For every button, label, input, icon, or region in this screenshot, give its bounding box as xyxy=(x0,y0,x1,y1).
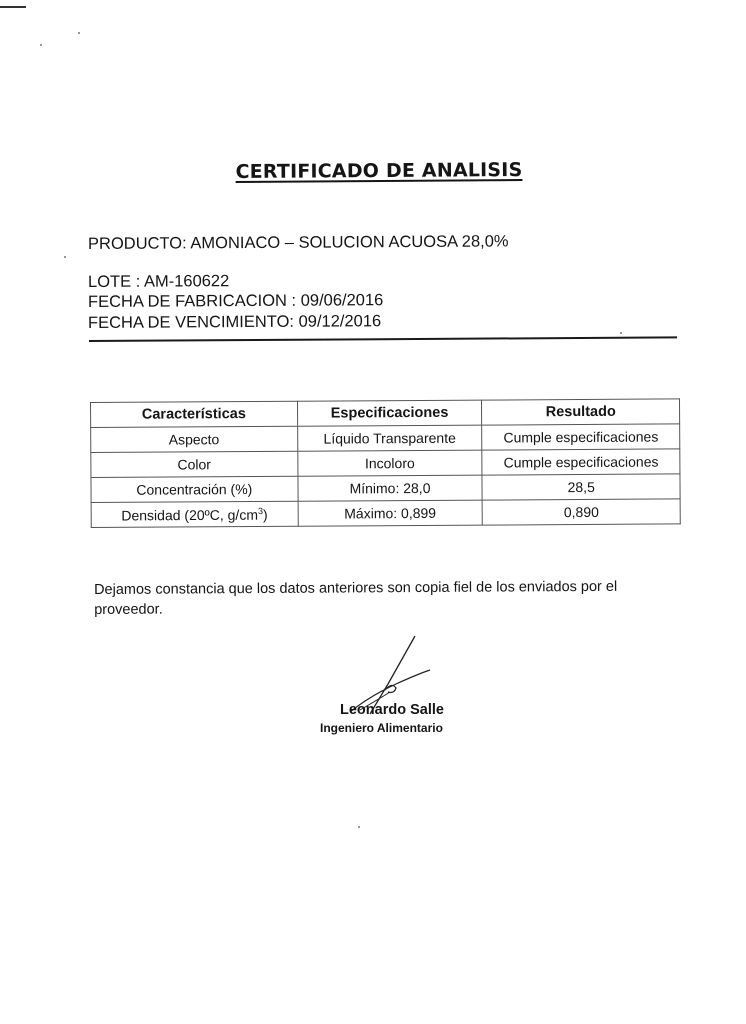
column-header-caracteristicas: Características xyxy=(91,401,298,427)
signer-title: Ingeniero Alimentario xyxy=(320,721,443,735)
scan-speck xyxy=(78,32,80,34)
table-row xyxy=(91,499,680,528)
signer-name: Leonardo Salle xyxy=(340,702,444,718)
cell-especificacion: Máximo: 0,899 xyxy=(298,500,483,526)
scan-speck xyxy=(40,44,42,46)
table-header-row xyxy=(91,399,680,428)
header-divider xyxy=(89,336,677,342)
cell-especificacion: Líquido Transparente xyxy=(297,425,482,451)
density-label-close: ) xyxy=(262,506,268,523)
expiry-date: FECHA DE VENCIMIENTO: 09/12/2016 xyxy=(87,312,382,332)
scan-speck xyxy=(64,256,66,258)
cell-resultado: 28,5 xyxy=(482,474,680,500)
cell-resultado: Cumple especificaciones xyxy=(482,449,680,475)
manufacture-date: FECHA DE FABRICACION : 09/06/2016 xyxy=(87,291,384,311)
cell-resultado: Cumple especificaciones xyxy=(482,424,680,450)
declaration-note: Dejamos constancia que los datos anteriores son copia fiel de los enviados por el proveedor. xyxy=(94,578,618,618)
lot-number: LOTE : AM-160622 xyxy=(87,272,230,291)
column-header-especificaciones: Especificaciones xyxy=(297,400,482,426)
density-label: Densidad (20ºC, g/cm xyxy=(121,506,259,524)
table-row xyxy=(91,424,680,453)
cell-caracteristica xyxy=(91,501,298,527)
cell-caracteristica: Color xyxy=(91,451,298,477)
scan-speck xyxy=(358,826,360,828)
cell-resultado: 0,890 xyxy=(482,499,680,525)
analysis-table xyxy=(90,398,681,528)
scan-mark xyxy=(0,6,26,8)
table-row xyxy=(91,449,680,478)
cell-especificacion: Mínimo: 28,0 xyxy=(298,475,483,501)
product-line: PRODUCTO: AMONIACO – SOLUCION ACUOSA 28,0% xyxy=(87,232,509,253)
cell-caracteristica: Aspecto xyxy=(91,426,298,452)
cell-especificacion: Incoloro xyxy=(297,450,482,476)
table-row xyxy=(91,474,680,503)
document-title: CERTIFICADO DE ANALISIS xyxy=(235,158,523,184)
density-exponent: 3 xyxy=(257,505,263,516)
cell-caracteristica: Concentración (%) xyxy=(91,476,298,502)
column-header-resultado: Resultado xyxy=(482,399,680,425)
scan-speck xyxy=(620,332,622,334)
